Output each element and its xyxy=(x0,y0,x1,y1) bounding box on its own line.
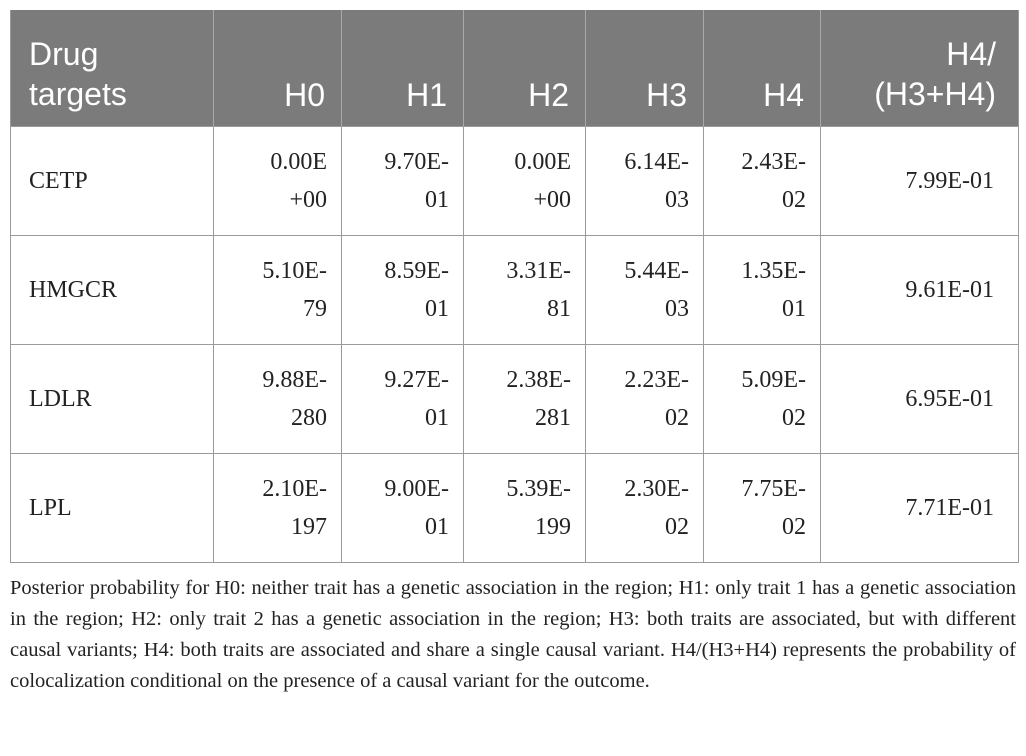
cell-h4-part1: 5.09E- xyxy=(741,366,806,393)
cell-h3-part2: 02 xyxy=(665,404,689,431)
cell-h4-part1: 2.43E- xyxy=(741,148,806,175)
header-drug-targets-line1: Drug xyxy=(29,35,99,72)
cell-h3-part1: 5.44E- xyxy=(624,257,689,284)
cell-h0-part1: 9.88E- xyxy=(262,366,327,393)
cell-h0-part1: 2.10E- xyxy=(262,475,327,502)
cell-h3-part2: 03 xyxy=(665,186,689,213)
cell-h3 xyxy=(586,344,704,453)
header-h4-ratio-line2: (H3+H4) xyxy=(874,75,996,112)
cell-h2 xyxy=(464,344,586,453)
cell-h3-part2: 03 xyxy=(665,295,689,322)
cell-h4-ratio: 7.99E-01 xyxy=(821,126,1019,235)
cell-h0-part2: +00 xyxy=(289,186,327,213)
cell-h1 xyxy=(342,344,464,453)
cell-drug-target: LPL xyxy=(11,453,214,562)
cell-h0 xyxy=(214,235,342,344)
cell-h0 xyxy=(214,344,342,453)
cell-h2-part1: 0.00E xyxy=(514,148,571,175)
cell-h4 xyxy=(704,126,821,235)
cell-h4-ratio: 6.95E-01 xyxy=(821,344,1019,453)
cell-h3 xyxy=(586,235,704,344)
colocalization-table xyxy=(10,10,1019,563)
cell-h3 xyxy=(586,126,704,235)
cell-h4 xyxy=(704,453,821,562)
cell-h1-part2: 01 xyxy=(425,404,449,431)
cell-h2-part2: 81 xyxy=(547,295,571,322)
table-row xyxy=(11,235,1019,344)
cell-h2-part2: +00 xyxy=(533,186,571,213)
header-h4-ratio xyxy=(821,10,1019,126)
cell-h4-part1: 1.35E- xyxy=(741,257,806,284)
cell-h2-part1: 2.38E- xyxy=(506,366,571,393)
cell-h4-ratio: 7.71E-01 xyxy=(821,453,1019,562)
cell-drug-target: CETP xyxy=(11,126,214,235)
cell-h2-part2: 199 xyxy=(535,513,571,540)
cell-h4-part2: 02 xyxy=(782,513,806,540)
cell-h4-ratio: 9.61E-01 xyxy=(821,235,1019,344)
cell-h0-part2: 280 xyxy=(291,404,327,431)
header-h3: H3 xyxy=(586,10,704,126)
table-row xyxy=(11,126,1019,235)
cell-h1 xyxy=(342,126,464,235)
cell-h3-part1: 2.23E- xyxy=(624,366,689,393)
cell-h1-part2: 01 xyxy=(425,295,449,322)
cell-h3-part2: 02 xyxy=(665,513,689,540)
cell-h0 xyxy=(214,126,342,235)
cell-h4-part2: 02 xyxy=(782,186,806,213)
cell-h0-part2: 79 xyxy=(303,295,327,322)
cell-h1 xyxy=(342,235,464,344)
cell-h0-part1: 5.10E- xyxy=(262,257,327,284)
cell-h4 xyxy=(704,235,821,344)
table-footnote: Posterior probability for H0: neither trait has a genetic association in the region; H1: only trait 1 has a genetic association in the region; H2: only trait 2 has a genetic association in the region; H3: both traits are associated, but with different causal variants; H4: both traits are associated and share a single causal variant. H4/(H3+H4) represents the probability of colocalization conditional on the presence of a causal variant for the outcome. xyxy=(10,576,1016,692)
table-row xyxy=(11,453,1019,562)
cell-h2 xyxy=(464,453,586,562)
table-header-row xyxy=(11,10,1019,126)
colocalization-table-container xyxy=(10,10,1018,717)
cell-h4-part2: 02 xyxy=(782,404,806,431)
cell-h1-part1: 9.00E- xyxy=(384,475,449,502)
table-row xyxy=(11,344,1019,453)
cell-h2 xyxy=(464,126,586,235)
header-drug-targets-line2: targets xyxy=(29,75,127,112)
cell-h0 xyxy=(214,453,342,562)
cell-h1-part1: 9.27E- xyxy=(384,366,449,393)
cell-h4-part1: 7.75E- xyxy=(741,475,806,502)
cell-h1-part2: 01 xyxy=(425,186,449,213)
header-h2: H2 xyxy=(464,10,586,126)
cell-h3 xyxy=(586,453,704,562)
cell-h4-part2: 01 xyxy=(782,295,806,322)
cell-h3-part1: 2.30E- xyxy=(624,475,689,502)
cell-drug-target: LDLR xyxy=(11,344,214,453)
header-h1: H1 xyxy=(342,10,464,126)
cell-h3-part1: 6.14E- xyxy=(624,148,689,175)
cell-h2-part1: 3.31E- xyxy=(506,257,571,284)
header-h0: H0 xyxy=(214,10,342,126)
header-drug-targets xyxy=(11,10,214,126)
cell-h1-part1: 9.70E- xyxy=(384,148,449,175)
cell-h2-part2: 281 xyxy=(535,404,571,431)
header-h4: H4 xyxy=(704,10,821,126)
cell-h0-part1: 0.00E xyxy=(270,148,327,175)
cell-h2-part1: 5.39E- xyxy=(506,475,571,502)
cell-h1-part1: 8.59E- xyxy=(384,257,449,284)
cell-drug-target: HMGCR xyxy=(11,235,214,344)
cell-h1-part2: 01 xyxy=(425,513,449,540)
cell-h4 xyxy=(704,344,821,453)
cell-h0-part2: 197 xyxy=(291,513,327,540)
header-h4-ratio-line1: H4/ xyxy=(946,35,996,72)
cell-h2 xyxy=(464,235,586,344)
cell-h1 xyxy=(342,453,464,562)
